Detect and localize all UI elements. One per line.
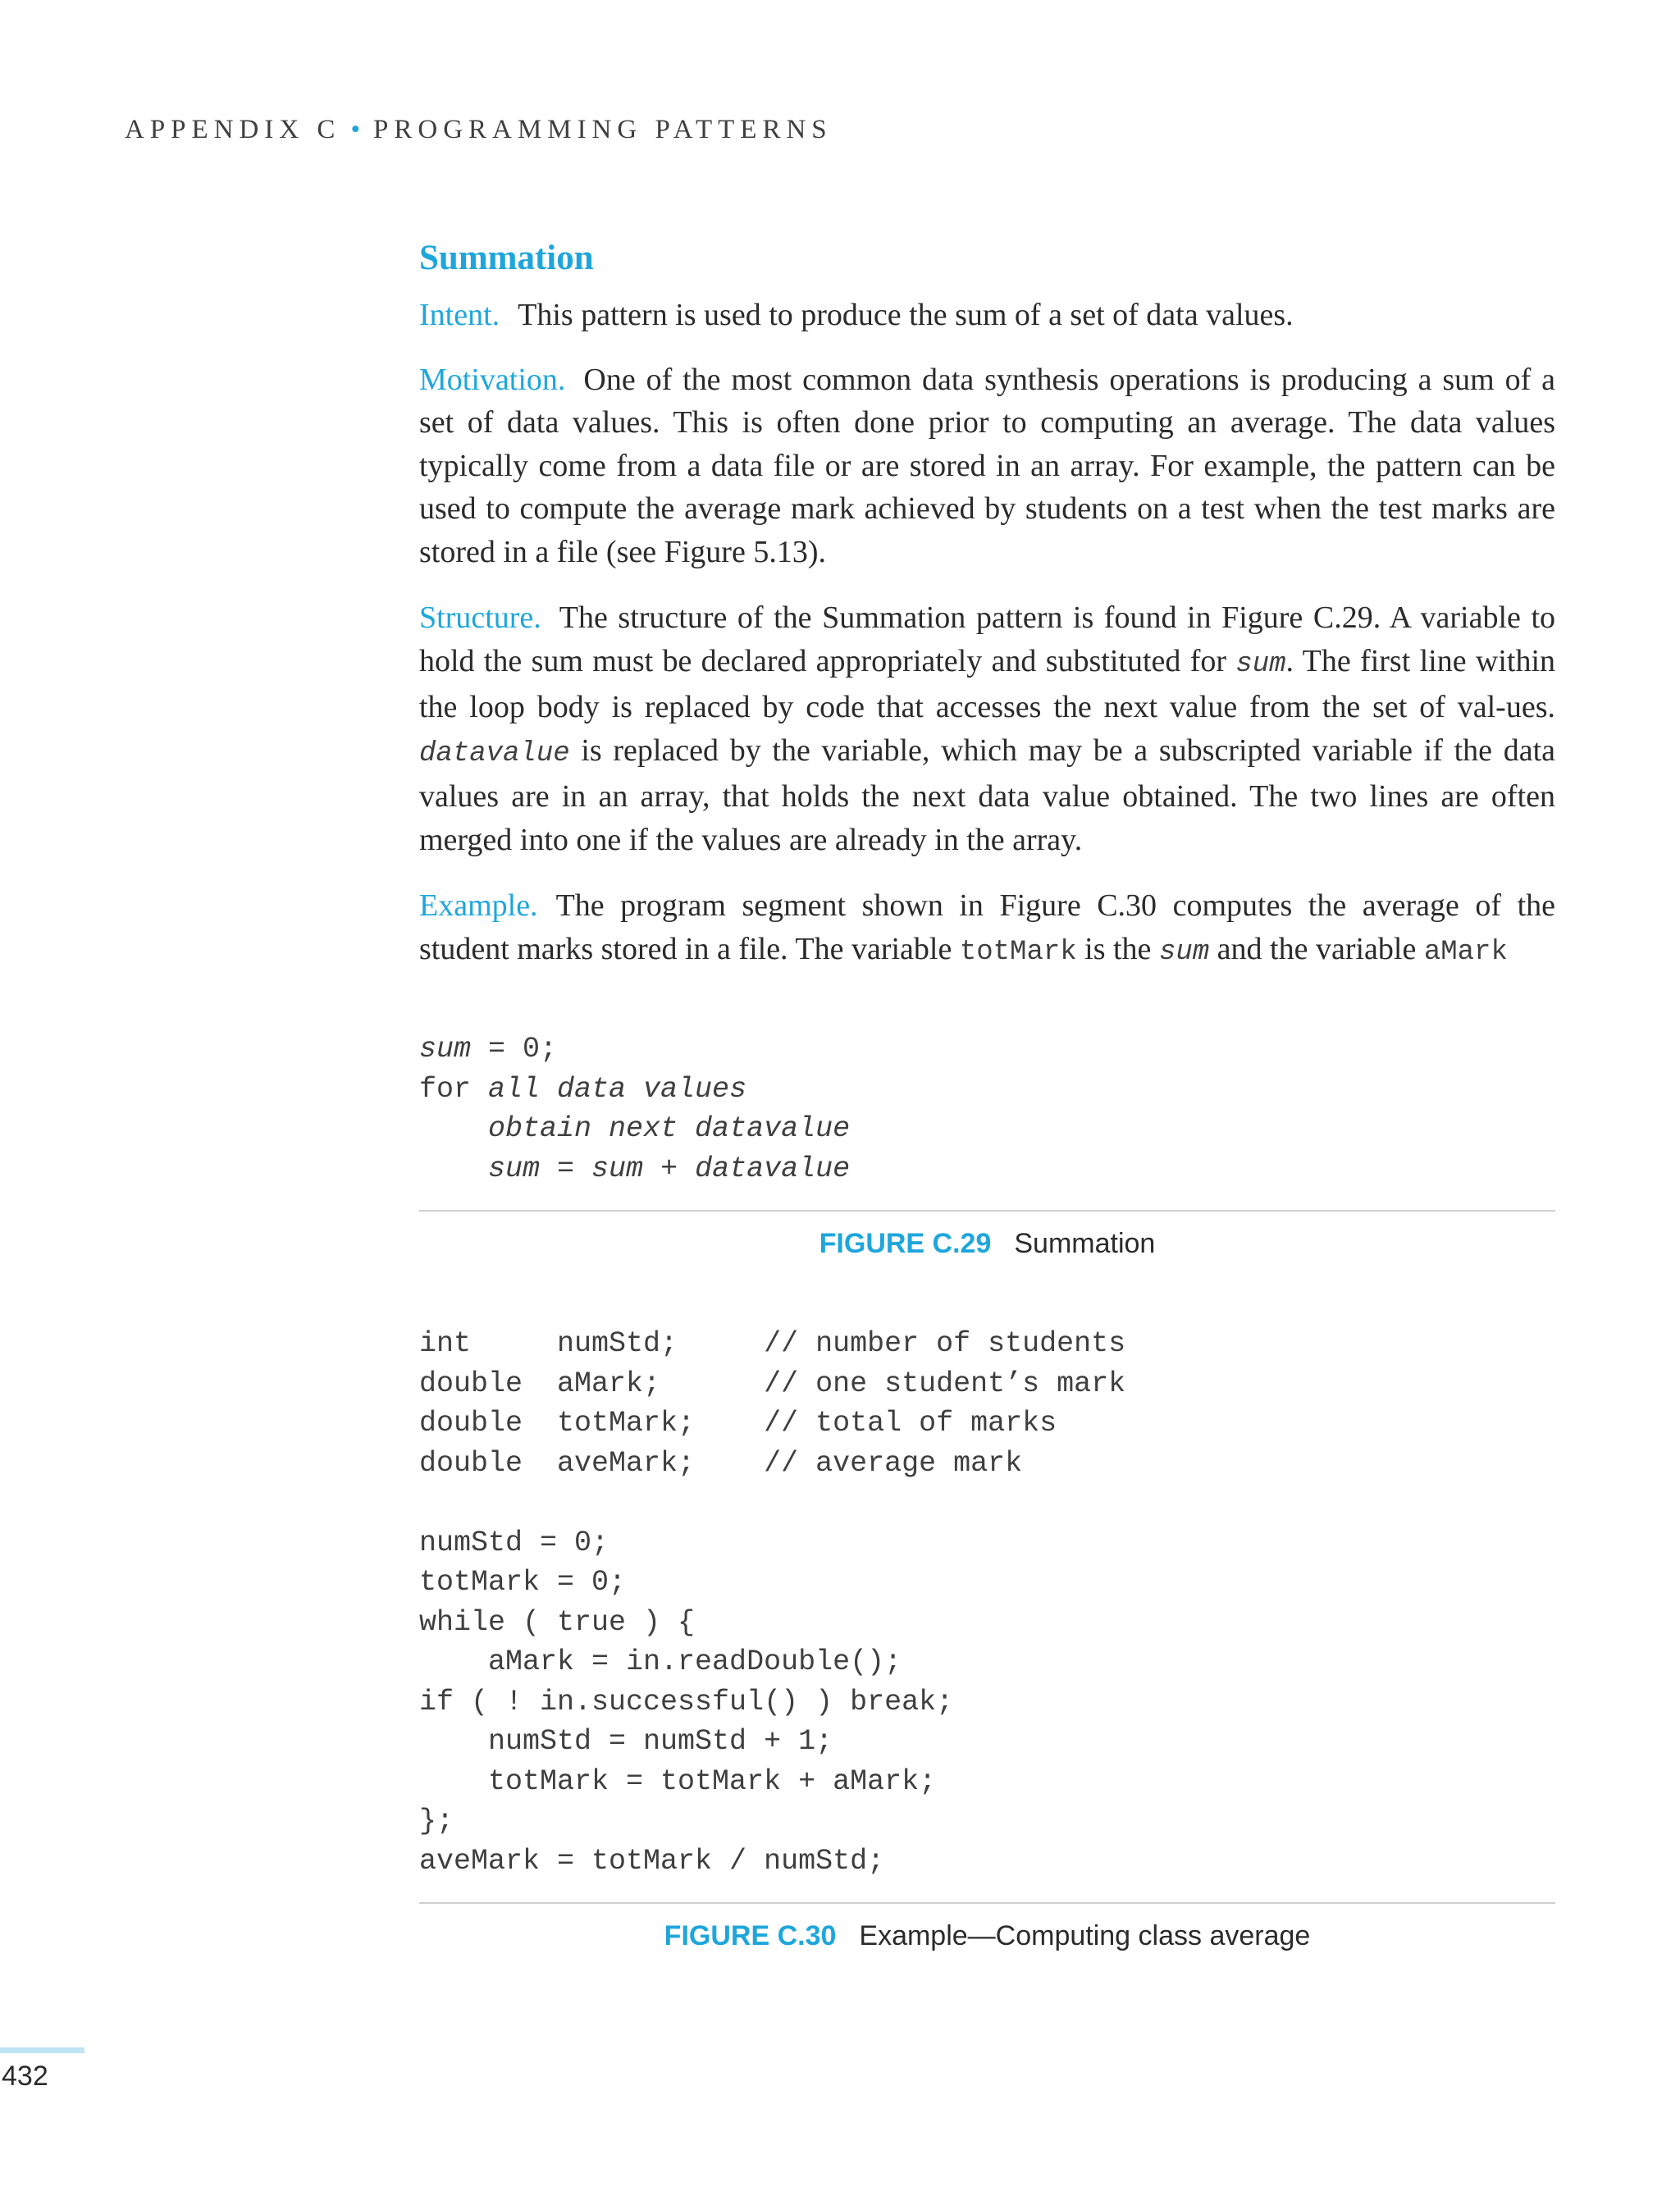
page-tab xyxy=(0,2047,84,2053)
example-text: is the xyxy=(1076,931,1159,966)
figure-c30 xyxy=(419,1324,1555,1956)
motivation-text: One of the most common data synthesis operations is producing a sum of a set of data values. This is often done prior to computing an average. The data values typically come from a data file or are stored in an array. For example, the pattern can be used to compute the average mark achieved by students on a test when the test marks are stored in a file (see Figure 5.13). xyxy=(419,362,1555,569)
code-listing-class-average: int numStd; // number of students double aMark; // one student’s mark double totMark; // total of marks double aveMark; // average mark numStd = 0; totMark = 0; while ( true ) { aMark = in.readDouble(); if ( ! in.successful() ) break; numStd = numStd + 1; totMark = totMark + aMark; }; aveMark = totMark / numStd; xyxy=(419,1327,1126,1878)
page-number: 432 xyxy=(2,2061,48,2092)
example-label: Example. xyxy=(419,888,538,923)
structure-text: . The first line within the loop body is replaced by code that accesses the next value from the set of val-ues. xyxy=(419,643,1555,724)
running-head xyxy=(125,115,833,145)
figure-divider xyxy=(419,1902,1555,1904)
intent-label: Intent. xyxy=(419,298,500,332)
running-head-chapter: PROGRAMMING PATTERNS xyxy=(373,115,833,144)
figure-caption-text: Example—Computing class average xyxy=(859,1920,1311,1951)
running-head-bullet: • xyxy=(350,115,361,144)
figure-c29 xyxy=(419,1029,1555,1264)
motivation-paragraph xyxy=(419,358,1555,574)
intent-paragraph xyxy=(419,294,1555,337)
motivation-label: Motivation. xyxy=(419,362,566,397)
structure-text: is replaced by the variable, which may be a subscripted variable if the data values are in an array, that holds the next data value obtained. The two lines are often merged into one if the values are already in the array. xyxy=(419,733,1555,857)
inline-code-totmark: totMark xyxy=(959,936,1077,968)
main-content xyxy=(419,235,1555,997)
figure-number: FIGURE C.30 xyxy=(664,1920,837,1951)
inline-code-sum: sum xyxy=(1235,648,1286,680)
code-listing-summation: sum = 0; for all data values obtain next datavalue sum = sum + datavalue xyxy=(419,1033,851,1185)
inline-code-datavalue: datavalue xyxy=(419,737,570,769)
figure-caption-text: Summation xyxy=(1014,1228,1156,1259)
figure-caption xyxy=(419,1915,1555,1956)
structure-text: The structure of the Summation pattern is found in Figure C.29. A variable to hold the sum must be declared appropriately and substituted for xyxy=(419,600,1555,678)
example-text: The program segment shown in Figure C.30 computes the average of the student marks stored in a file. The variable xyxy=(419,888,1555,966)
intent-text: This pattern is used to produce the sum of a set of data values. xyxy=(518,298,1294,332)
inline-code-amark: aMark xyxy=(1423,936,1508,968)
example-text: and the variable xyxy=(1209,931,1424,966)
inline-code-sum: sum xyxy=(1158,936,1210,968)
figure-number: FIGURE C.29 xyxy=(819,1228,992,1259)
structure-label: Structure. xyxy=(419,600,541,635)
example-paragraph xyxy=(419,884,1555,974)
section-title: Summation xyxy=(419,239,594,277)
figure-caption xyxy=(419,1223,1555,1264)
running-head-appendix: APPENDIX C xyxy=(125,115,341,144)
figure-divider xyxy=(419,1210,1555,1212)
structure-paragraph xyxy=(419,596,1555,861)
